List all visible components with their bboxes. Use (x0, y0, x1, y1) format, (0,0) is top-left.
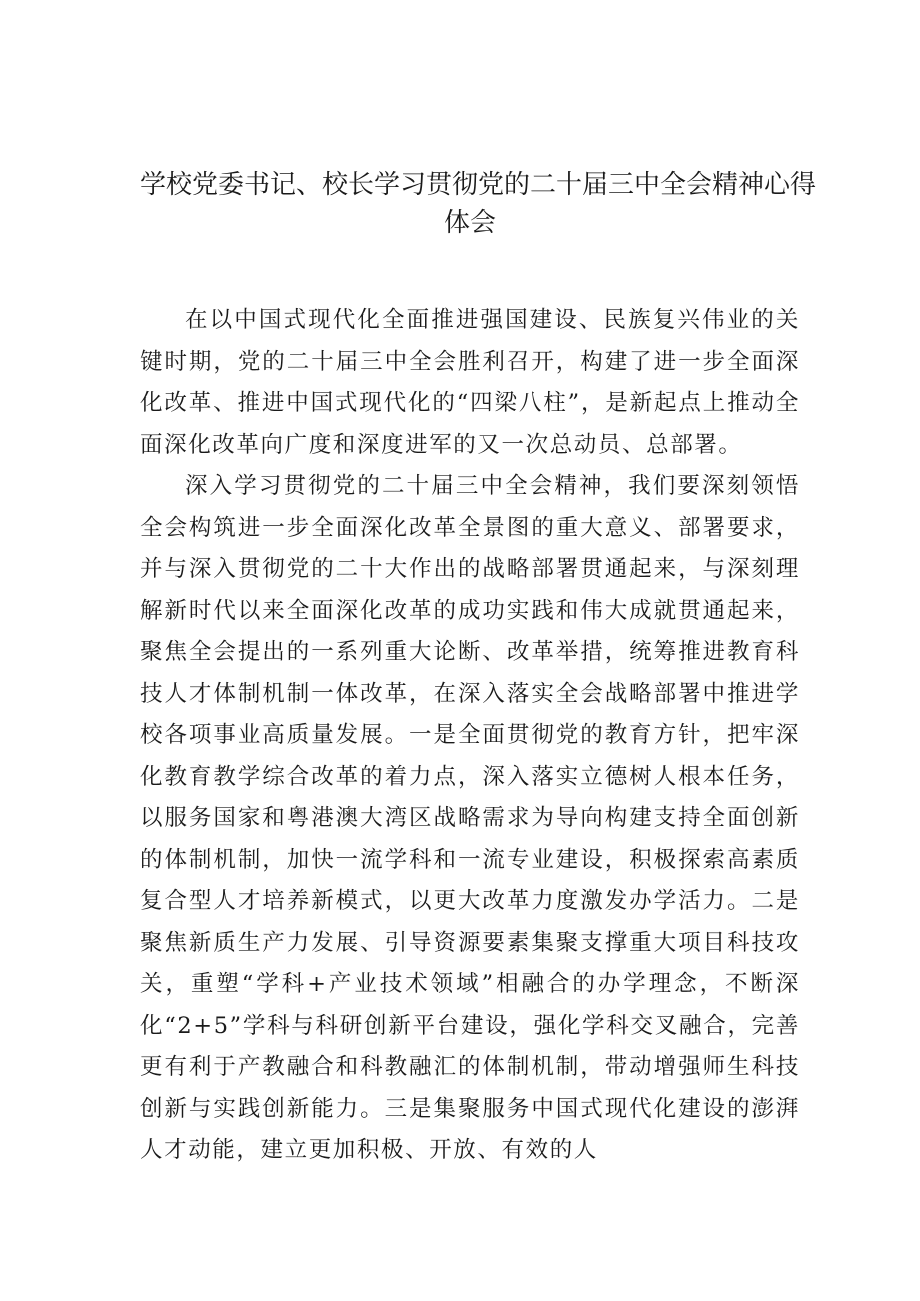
paragraph-2: 深入学习贯彻党的二十届三中全会精神，我们要深刻领悟全会构筑进一步全面深化改革全景图的重大意义、部署要求，并与深入贯彻党的二十大作出的战略部署贯通起来，与深刻理解新时代以来全面深化改革的成功实践和伟大成就贯通起来，聚焦全会提出的一系列重大论断、改革举措，统筹推进教育科技人才体制机制一体改革，在深入落实全会战略部署中推进学校各项事业高质量发展。一是全面贯彻党的教育方针，把牢深化教育教学综合改革的着力点，深入落实立德树人根本任务，以服务国家和粤港澳大湾区战略需求为导向构建支持全面创新的体制机制，加快一流学科和一流专业建设，积极探索高素质复合型人才培养新模式，以更大改革力度激发办学活力。二是聚焦新质生产力发展、引导资源要素集聚支撑重大项目科技攻关，重塑“学科+产业技术领域”相融合的办学理念，不断深化“2+5”学科与科研创新平台建设，强化学科交叉融合，完善更有利于产教融合和科教融汇的体制机制，带动增强师生科技创新与实践创新能力。三是集聚服务中国式现代化建设的澎湃人才动能，建立更加积极、开放、有效的人 (140, 473, 800, 1163)
title-line-2: 体会 (443, 208, 496, 238)
title-line-1: 学校党委书记、校长学习贯彻党的二十届三中全会精神心得 (140, 170, 817, 200)
document-title (140, 166, 817, 242)
paragraph-1: 在以中国式现代化全面推进强国建设、民族复兴伟业的关键时期，党的二十届三中全会胜利召开，构建了进一步全面深化改革、推进中国式现代化的“四梁八柱”，是新起点上推动全面深化改革向广度和深度进军的又一次总动员、总部署。 (140, 307, 800, 458)
